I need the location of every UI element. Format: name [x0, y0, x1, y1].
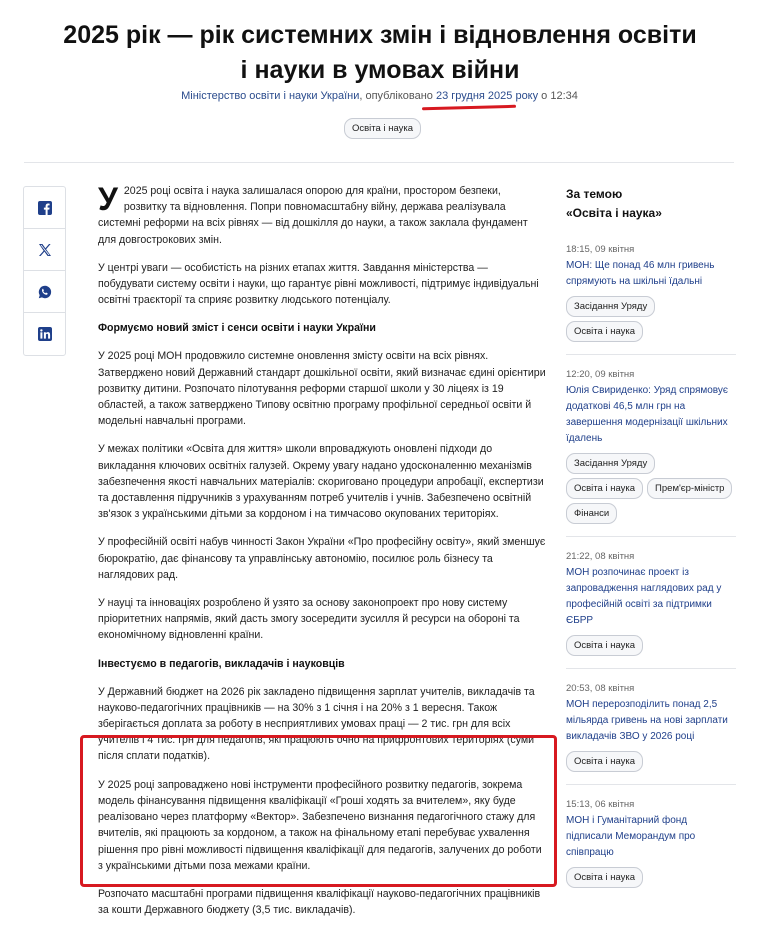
- author-link[interactable]: Міністерство освіти і науки України: [181, 90, 360, 102]
- section-heading: Формуємо новий зміст і сенси освіти і науки України: [98, 322, 376, 335]
- highlight-annotation-box: [80, 735, 557, 887]
- news-tag[interactable]: Фінанси: [566, 503, 617, 524]
- x-icon: [38, 243, 52, 257]
- page-title: 2025 рік — рік системних змін і відновлення освіти і науки в умовах війни: [63, 21, 697, 84]
- published-label: , опубліковано: [359, 90, 436, 102]
- date-underline-annotation: [422, 105, 516, 110]
- article-paragraph: У науці та інноваціях розроблено й узято за основу законопроект про нову систему пріоритетних напрямів, який дасть змогу зосередити зусилля й ресурси на обороні та економічному відновленні країни.: [98, 597, 520, 642]
- share-x-button[interactable]: [24, 229, 65, 271]
- news-tag[interactable]: Освіта і наука: [566, 478, 643, 499]
- article-meta: [0, 90, 759, 102]
- whatsapp-icon: [38, 285, 52, 299]
- news-title-link[interactable]: МОН розпочинає проект із запровадження наглядових рад у професійній освіті за підтримки ЄБРР: [566, 567, 722, 626]
- news-tag[interactable]: Освіта і наука: [566, 867, 643, 888]
- news-tag[interactable]: Прем'єр-міністр: [647, 478, 732, 499]
- news-title-link[interactable]: МОН перерозподілить понад 2,5 мільярда гривень на нові зарплати викладачів ЗВО у 2026 році: [566, 699, 728, 742]
- news-title-link[interactable]: МОН: Ще понад 46 млн гривень спрямують на шкільні їдальні: [566, 260, 715, 287]
- facebook-icon: [38, 201, 52, 215]
- article-paragraph: У 2025 році запроваджено нові інструменти професійного розвитку педагогів, зокрема модель фінансування підвищення кваліфікації «Гроші ходять за вчителем», яку буде реалізовано через платформу «Вектор». Забезпечено визнання педагогічного стажу для вчителів, які працюють за кордоном, а також на фінальному етапі перебуває ухвалення рішення про рівні можливості підвищення кваліфікації для педагогів, залучених до роботи з українськими дітьми поза межами країни.: [98, 778, 542, 872]
- article-paragraph: У 2025 році МОН продовжило системне оновлення змісту освіти на всіх рівнях. Затверджено новий Державний стандарт дошкільної освіти, який визначає єдині орієнтири розвитку дитини. Розпочато пілотування реформи старшої школи у 30 ліцеях із 19 областей, а також затверджено Типову освітню програму профільної середньої освіти й модельні навчальні програми.: [98, 350, 546, 428]
- news-item: [566, 683, 736, 785]
- sidebar-heading: За темою «Освіта і наука»: [566, 187, 662, 220]
- related-news-sidebar: [566, 185, 736, 902]
- news-time: 12:20, 09 квітня: [566, 369, 635, 380]
- share-linkedin-button[interactable]: [24, 313, 65, 355]
- news-time: 15:13, 06 квітня: [566, 799, 635, 810]
- news-item: [566, 551, 736, 669]
- news-tag[interactable]: Освіта і наука: [566, 751, 643, 772]
- news-item: [566, 799, 736, 888]
- news-divider: [566, 784, 736, 785]
- news-divider: [566, 354, 736, 355]
- news-tag[interactable]: Освіта і наука: [566, 321, 643, 342]
- header-divider: [24, 162, 734, 163]
- news-item: [566, 244, 736, 355]
- news-tag[interactable]: Засідання Уряду: [566, 453, 655, 474]
- news-item: [566, 369, 736, 537]
- news-tag[interactable]: Освіта і наука: [566, 635, 643, 656]
- section-heading: Інвестуємо в педагогів, викладачів і науковців: [98, 657, 345, 670]
- article-paragraph: У професійній освіті набув чинності Закон України «Про професійну освіту», який зменшує бюрократію, дає фінансову та управлінську автономію, посилює роль бізнесу та наглядових рад.: [98, 536, 546, 581]
- article-paragraph: У межах політики «Освіта для життя» школи впроваджують оновлені підходи до викладання ключових освітніх галузей. Окрему увагу надано удосконаленню механізмів забезпечення якості навчальних матеріалів: скориговано процедури апробації, експертизи та доставлення підручників з урахуванням потреб учителів і учнів. Забезпечено освітній зв'язок з українськими дітьми за кордоном і на тимчасово окупованих територіях.: [98, 443, 544, 521]
- news-time: 21:22, 08 квітня: [566, 551, 635, 562]
- article-paragraph: У центрі уваги — особистість на різних етапах життя. Завдання міністерства — побудувати систему освіти і науки, що гарантує рівні можливості, підтримує індивідуальні освітні траєкторії та сприяє розвитку людського потенціалу.: [98, 261, 539, 307]
- news-tag[interactable]: Засідання Уряду: [566, 296, 655, 317]
- share-bar: [23, 186, 66, 356]
- news-divider: [566, 668, 736, 669]
- article-intro: У 2025 році освіта і наука залишалася опорою для країни, простором безпеки, розвитку та відновлення. Попри повномасштабну війну, держава реалізувала системні реформи на всіх рівнях — від дошкілля до науки, а також заклала фундамент для довгострокових змін.: [98, 181, 528, 246]
- publish-date: 23 грудня 2025 року: [435, 90, 539, 102]
- publish-time: о 12:34: [538, 90, 578, 102]
- news-time: 20:53, 08 квітня: [566, 683, 635, 694]
- dropcap: У: [98, 181, 118, 217]
- news-divider: [566, 536, 736, 537]
- linkedin-icon: [38, 327, 52, 341]
- article-paragraph: У Державний бюджет на 2026 рік закладено підвищення зарплат учителів, викладачів та науково-педагогічних працівників — на 30% з 1 січня і на 20% з 1 вересня. Також зберігається доплата за роботу в несприятливих умовах праці — 2 тис. грн для всіх учителів і 4 тис. грн для педагогів, які працюють очно на прифронтових територіях (суми після сплати податків).: [98, 685, 535, 763]
- news-title-link[interactable]: МОН і Гуманітарний фонд підписали Меморандум про співпрацю: [566, 815, 696, 858]
- article-tag[interactable]: Освіта і наука: [344, 118, 421, 139]
- news-title-link[interactable]: Юлія Свириденко: Уряд спрямовує додаткові 46,5 млн грн на завершення модернізації шкільних їдалень: [566, 385, 728, 444]
- share-whatsapp-button[interactable]: [24, 271, 65, 313]
- article-paragraph: Розпочато масштабні програми підвищення кваліфікації науково-педагогічних працівників за кошти Державного бюджету (3,5 тис. викладачів).: [98, 887, 541, 917]
- share-facebook-button[interactable]: [24, 187, 65, 229]
- news-time: 18:15, 09 квітня: [566, 244, 635, 255]
